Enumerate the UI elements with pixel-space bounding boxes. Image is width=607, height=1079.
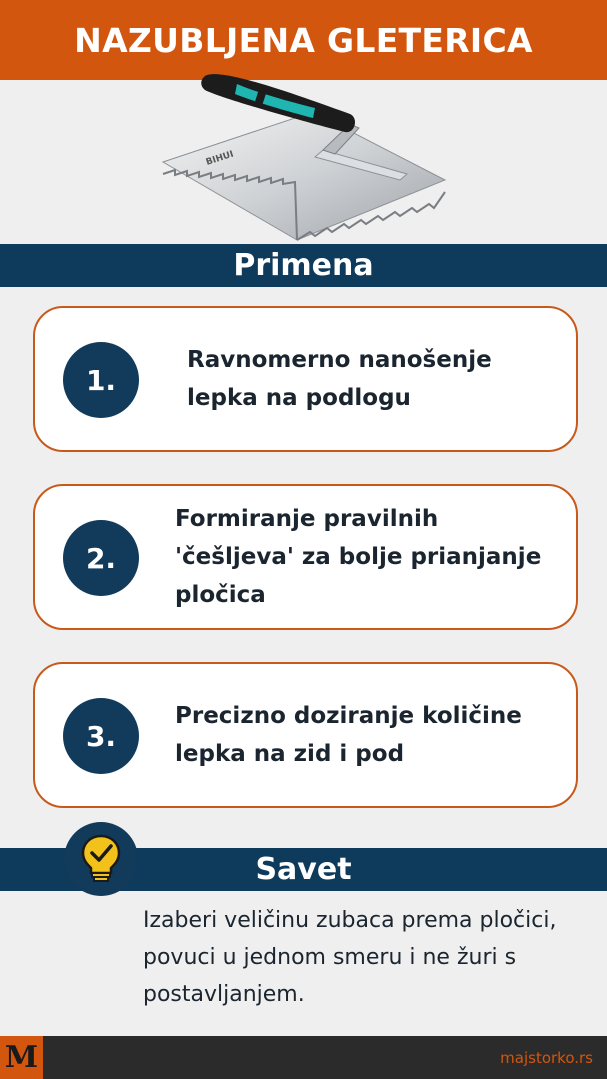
section-title-primena: Primena — [233, 248, 374, 283]
lightbulb-check-icon — [64, 822, 138, 896]
footer — [0, 1036, 607, 1079]
step-number-badge: 2. — [63, 520, 139, 596]
usage-text: Precizno doziranje količine lepka na zid i pod — [175, 703, 522, 767]
usage-card-2 — [33, 484, 578, 630]
step-number-badge: 3. — [63, 698, 139, 774]
section-title-savet: Savet — [255, 852, 352, 887]
step-number-badge: 1. — [63, 342, 139, 418]
section-header-primena — [0, 244, 607, 287]
usage-text: Formiranje pravilnih 'češljeva' za bolje prianjanje pločica — [175, 506, 542, 608]
notched-trowel-image — [145, 62, 455, 247]
website-link[interactable]: majstorko.rs — [500, 1048, 593, 1067]
trowel-brand-text: BIHUI — [204, 149, 235, 168]
usage-card-1 — [33, 306, 578, 452]
tip-text: Izaberi veličinu zubaca prema pločici, povuci u jednom smeru i ne žuri s postavljanjem. — [143, 908, 557, 1007]
brand-logo: M — [0, 1036, 43, 1079]
usage-card-3 — [33, 662, 578, 808]
usage-text: Ravnomerno nanošenje lepka na podlogu — [187, 347, 492, 411]
page-title: NAZUBLJENA GLETERICA — [74, 20, 533, 60]
